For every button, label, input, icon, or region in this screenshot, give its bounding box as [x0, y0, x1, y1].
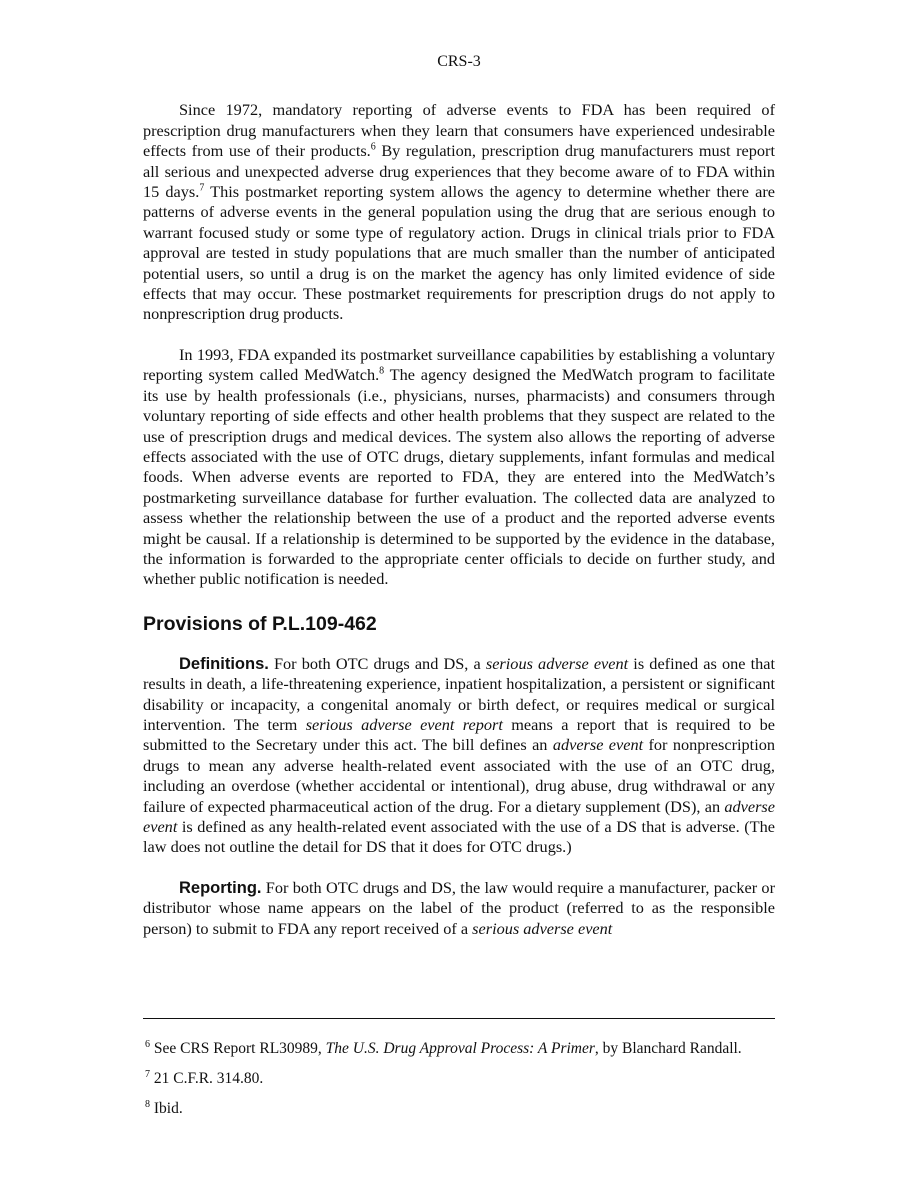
footnote-item: [145, 1069, 775, 1089]
paragraph-text: The agency designed the MedWatch program to facilitate its use by health professionals (i.e., physicians, nurses, pharmacists) and consumers through voluntary reporting of side effects and other health problems that they suspect are related to the use of prescription drugs and medical devices. The system also allows the reporting of adverse effects associated with the use of OTC drugs, dietary supplements, infant formulas and medical foods. When adverse events are reported to FDA, they are entered into the MedWatch’s postmarketing surveillance database for further evaluation. The collected data are analyzed to assess whether the relationship between the use of a product and the reported adverse events might be causal. If a relationship is determined to be supported by the evidence in the database, the information is forwarded to the appropriate center officials to decide on further study, and whether public notification is needed.: [143, 365, 775, 589]
paragraph-reporting: [143, 878, 775, 939]
footnote-number: 6: [145, 1038, 150, 1050]
paragraph-definitions: [143, 654, 775, 858]
footnote-text: 21 C.F.R. 314.80.: [150, 1070, 264, 1087]
paragraph-medwatch: [143, 345, 775, 590]
paragraph-text: is defined as one that results in death, a life-threatening experience, inpatient hospitalization, a persistent or significant disability or incapacity, a congenital anomaly or birth defect, or requires medical or surgical intervention. The term: [143, 653, 776, 734]
footnote-item: [145, 1039, 775, 1059]
paragraph-text: By regulation, prescription drug manufacturers must report all serious and unexpected adverse drug experiences that they become aware of to FDA within 15 days.: [143, 141, 775, 202]
runin-heading: Definitions.: [179, 654, 269, 673]
defined-term: serious adverse event report: [305, 714, 503, 734]
defined-term: serious adverse event: [485, 653, 629, 673]
footnote-divider: [143, 1018, 775, 1019]
page-header: CRS-3: [437, 53, 481, 70]
defined-term: adverse event: [552, 735, 644, 755]
footnote-ref: 7: [199, 182, 205, 194]
footnote-ref: 8: [379, 365, 385, 377]
footnote-number: 8: [145, 1098, 150, 1110]
paragraph-text: This postmarket reporting system allows the agency to determine whether there are patterns of adverse events in the general population using the drug that are serious enough to warrant focused study or some type of regulatory action. Drugs in clinical trials prior to FDA approval are tested in study populations that are much smaller than the number of anticipated potential users, so until a drug is on the market the agency has only limited evidence of side effects that may occur. These postmarket requirements for prescription drugs do not apply to nonprescription drug products.: [143, 182, 776, 324]
defined-term: adverse event: [143, 796, 775, 836]
runin-heading: Reporting.: [179, 878, 262, 897]
footnote-text: Ibid.: [150, 1100, 183, 1117]
paragraph-text: In 1993, FDA expanded its postmarket surveillance capabilities by establishing a voluntary reporting system called MedWatch.: [143, 344, 775, 385]
section-heading: Provisions of P.L.109-462: [143, 612, 377, 635]
paragraph-text: means a report that is required to be submitted to the Secretary under this act. The bill defines an: [143, 714, 776, 755]
footnote-text: , by Blanchard Randall.: [594, 1040, 742, 1057]
footnote-number: 7: [145, 1068, 150, 1080]
paragraph-adverse-reporting-history: [143, 100, 775, 324]
paragraph-text: For both OTC drugs and DS, the law would require a manufacturer, packer or distributor whose name appears on the label of the product (referred to as the responsible person) to submit to FDA any report received of a: [143, 877, 775, 938]
paragraph-text: Since 1972, mandatory reporting of adverse events to FDA has been required of prescription drug manufacturers when they learn that consumers have experienced undesirable effects from use of their products.: [143, 100, 775, 161]
document-page: [143, 52, 775, 939]
paragraph-text: is defined as any health-related event associated with the use of a DS that is adverse. (The law does not outline the detail for DS that it does for OTC drugs.): [143, 817, 775, 857]
footnote-text: See CRS Report RL30989,: [150, 1040, 326, 1057]
footnotes-section: [143, 1018, 775, 1129]
footnote-item: [145, 1099, 775, 1119]
defined-term: serious adverse event: [472, 918, 613, 938]
paragraph-text: for nonprescription drugs to mean any adverse health-related event associated with the use of an OTC drug, including an overdose (whether accidental or intentional), drug abuse, drug withdrawal or any failure of expected pharmaceutical action of the drug. For a dietary supplement (DS), an: [143, 735, 776, 816]
footnote-ref: 6: [370, 141, 376, 153]
paragraph-text: For both OTC drugs and DS, a: [268, 653, 486, 673]
footnote-title: The U.S. Drug Approval Process: A Primer: [325, 1040, 595, 1057]
